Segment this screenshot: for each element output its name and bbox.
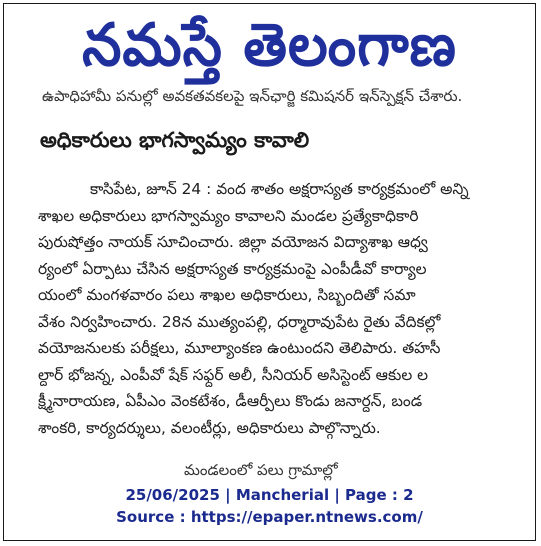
edition-line: 25/06/2025 | Mancherial | Page : 2 (125, 486, 414, 504)
article-line: క్ష్మీనారాయణ, ఏపీఎం వెంకటేశం, డీఆర్పీలు కొండు జనార్దన్, బండ (38, 392, 423, 410)
article-line: శాఖల అధికారులు భాగస్వామ్యం కావాలని మండల ప్రత్యేకాధికారి (38, 206, 419, 225)
masthead-title: నమస్తే తెలంగాణ (82, 11, 457, 80)
article-clipping (34, 87, 516, 479)
cut-line-text: ఉపాధిహామీ పనుల్లో అవకతవకలపై ఇన్‌ఛార్జి కమిషనర్‌ ఇన్‌స్పెక్షన్ చేశారు. (42, 87, 463, 105)
article-line: ల్దార్ భోజన్న, ఎంపీవో షేక్ సఫ్దర్ అలీ, సీనియర్ అసిస్టెంట్ ఆకుల ల (38, 365, 429, 384)
article-line: శాంకరి, కార్యదర్శులు, వలంటీర్లు, అధికారులు పాల్గొన్నారు. (38, 418, 381, 437)
article-line: వేశం నిర్వహించారు. 28న ముత్యంపల్లి, ధర్మారావుపేట రైతు వేదికల్లో (38, 312, 441, 331)
source-footer (4, 484, 535, 528)
article-line: వయోజనులకు పరీక్షలు, మూల్యాంకణ ఉంటుందని తెలిపారు. తహసీ (38, 339, 441, 357)
masthead (4, 8, 535, 84)
article-line: పురుషోత్తం నాయక్ సూచించారు. జిల్లా వయోజన విద్యాశాఖ ఆధ్వ (38, 233, 428, 251)
article-body (38, 176, 512, 441)
article-line: ర్యంలో ఏర్పాటు చేసిన అక్షరాస్యత కార్యక్రమంపై ఎంపీడీవో కార్యాల (38, 259, 427, 278)
cut-next-article-line (184, 461, 384, 479)
cut-previous-article-line (42, 87, 512, 112)
source-line: Source : https://epaper.ntnews.com/ (116, 508, 423, 526)
article-line: కాసిపేట, జూన్ 24 : వంద శాతం అక్షరాస్యత కార్యక్రమంలో అన్ని (90, 180, 469, 198)
page-frame (3, 3, 536, 541)
article-headline: అధికారులు భాగస్వామ్యం కావాలి (40, 128, 310, 152)
bottom-cut-text: మండలంలో పలు గ్రామాల్లో (184, 461, 338, 479)
article-line: యంలో మంగళవారం పలు శాఖల అధికారులు, సిబ్బందితో సమా (38, 286, 416, 304)
